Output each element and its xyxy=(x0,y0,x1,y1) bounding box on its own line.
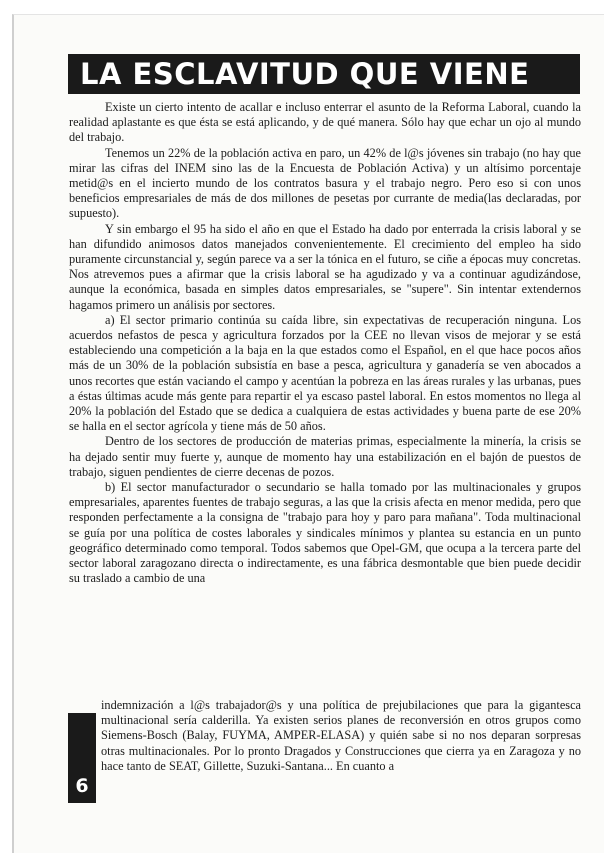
page-number-tab xyxy=(68,713,96,803)
article-title: LA ESCLAVITUD QUE VIENE xyxy=(68,54,580,94)
paragraph: Existe un cierto intento de acallar e incluso enterrar el asunto de la Reforma Laboral, cuando la realidad aplastante es que ésta se está aplicando, y de qué manera. Sólo hay que echar un ojo al mundo del trabajo. xyxy=(69,100,581,145)
article-body-continuation xyxy=(101,698,581,774)
paragraph: Y sin embargo el 95 ha sido el año en que el Estado ha dado por enterrada la crisis laboral y se han difundido animosos datos manejados convenientemente. El crecimiento del empleo ha sido puramente circunstancial y, según parece va a ser la tónica en el futuro, se ciñe a épocas muy concretas. Nos atrevemos pues a afirmar que la crisis laboral se ha agudizado y va a continuar agudizándose, aunque la económica, basada en simples datos empresariales, se "supere". Sin intentar extendernos hagamos primero un análisis por sectores. xyxy=(69,221,581,312)
paragraph: a) El sector primario continúa su caída libre, sin expectativas de recuperación ninguna. Los acuerdos nefastos de pesca y agricultura forzados por la CEE no llevan visos de mejorar y se está estableciendo una competición a la baja en la que estados como el Español, en el que hace pocos años más de un 30% de la población subsistía en base a pesca, agricultura y ganadería se ven abocados a unos recortes que están vaciando el campo y acentúan la pobreza en las áreas rurales y las urbanas, pues a éstas últimas acude más gente para repartir el ya escaso pastel laboral. En estos momentos no llega al 20% la población del Estado que se dedica a cualquiera de estas actividades y buena parte de ese 20% se halla en el sector agrícola y tiene más de 50 años. xyxy=(69,312,581,434)
paragraph: b) El sector manufacturador o secundario se halla tomado por las multinacionales y grupos empresariales, aparentes fuentes de trabajo seguras, a las que la crisis afecta en menor medida, pero que responden perfectamente a la consigna de "trabajo para hoy y paro para mañana". Toda multinacional se guía por una política de costes laborales y sindicales mínimos y plantea su estancia en un punto geográfico determinado como temporal. Todos sabemos que Opel-GM, que ocupa a la tercera parte del sector laboral zaragozano directa o indirectamente, es una fábrica desmontable que bien puede decidir su traslado a cambio de una xyxy=(69,480,581,586)
page-number: 6 xyxy=(75,775,89,797)
paragraph: Dentro de los sectores de producción de materias primas, especialmente la minería, la crisis se ha dejado sentir muy fuerte y, aunque de momento hay una estabilización en el bajón de puestos de trabajo, siguen pendientes de cierre decenas de pozos. xyxy=(69,434,581,479)
paragraph-continuation: indemnización a l@s trabajador@s y una política de prejubilaciones que para la gigantesca multinacional sería calderilla. Ya existen serios planes de reconversión en otros grupos como Siemens-Bosch (Balay, FUYMA, AMPER-ELASA) y quién sabe si no nos deparan sorpresas otras multinacionales. Por lo pronto Dragados y Construcciones que cierra ya en Zaragoza y no hace tanto de SEAT, Gillette, Suzuki-Santana... En cuanto a xyxy=(101,698,581,773)
paragraph: Tenemos un 22% de la población activa en paro, un 42% de l@s jóvenes sin trabajo (no hay que mirar las cifras del INEM sino las de la Encuesta de Población Activa) y un altísimo porcentaje metid@s en el incierto mundo de los contratos basura y el trabajo negro. Pero eso si con unos beneficios empresariales de más de dos millones de pesetas por currante de media(las declaradas, por supuesto). xyxy=(69,145,581,221)
article-body xyxy=(69,100,581,587)
